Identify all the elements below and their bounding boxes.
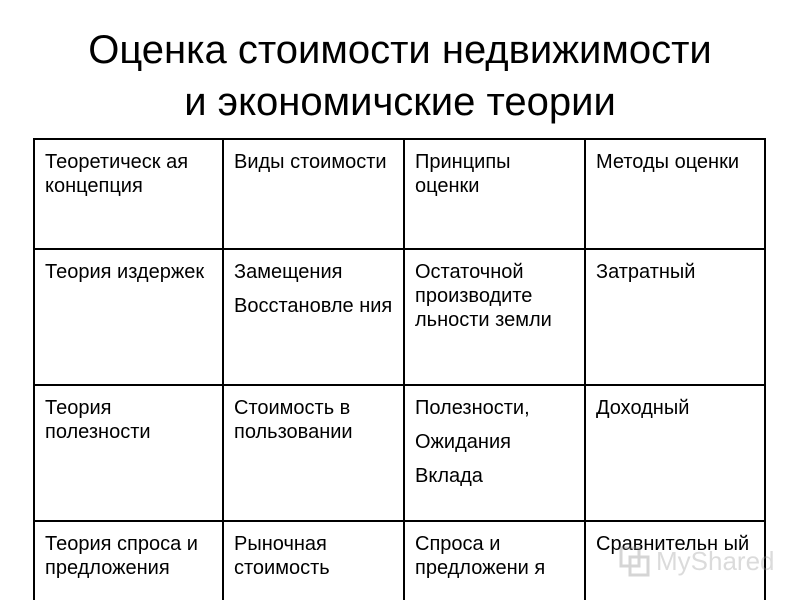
value-type-item: Стоимость в пользовании [234, 397, 353, 443]
slide-title [0, 24, 800, 128]
cell-value-types [223, 521, 404, 600]
table-row [34, 249, 765, 385]
principle-item: Спроса и предложени я [415, 533, 546, 579]
cell-concept: Теория полезности [34, 385, 223, 521]
value-type-item: Замещения [234, 261, 343, 283]
principle-item: Ожидания [415, 431, 511, 453]
value-type-item: Рыночная стоимость [234, 533, 330, 579]
cell-value-types [223, 249, 404, 385]
cell-value-types [223, 385, 404, 521]
cell-principles [404, 521, 585, 600]
cell-concept: Теория издержек [34, 249, 223, 385]
table-row [34, 385, 765, 521]
title-line-1: Оценка стоимости недвижимости [88, 28, 712, 72]
header-cell-value-types: Виды стоимости [223, 139, 404, 249]
title-line-2: и экономичские теории [184, 80, 616, 124]
header-cell-concept: Теоретическ ая концепция [34, 139, 223, 249]
cell-method: Доходный [585, 385, 765, 521]
header-cell-methods: Методы оценки [585, 139, 765, 249]
cell-concept: Теория спроса и предложения [34, 521, 223, 600]
table-header-row [34, 139, 765, 249]
table-row [34, 521, 765, 600]
header-cell-principles: Принципы оценки [404, 139, 585, 249]
cell-principles [404, 249, 585, 385]
principle-item: Полезности, [415, 397, 530, 419]
principle-item: Остаточной производите льности земли [415, 261, 552, 331]
cell-method: Сравнительн ый [585, 521, 765, 600]
watermark-text: MyShared [656, 546, 775, 576]
cell-method: Затратный [585, 249, 765, 385]
principle-item: Вклада [415, 465, 483, 487]
value-type-item: Восстановле ния [234, 295, 393, 317]
theory-table [33, 138, 766, 600]
cell-principles [404, 385, 585, 521]
